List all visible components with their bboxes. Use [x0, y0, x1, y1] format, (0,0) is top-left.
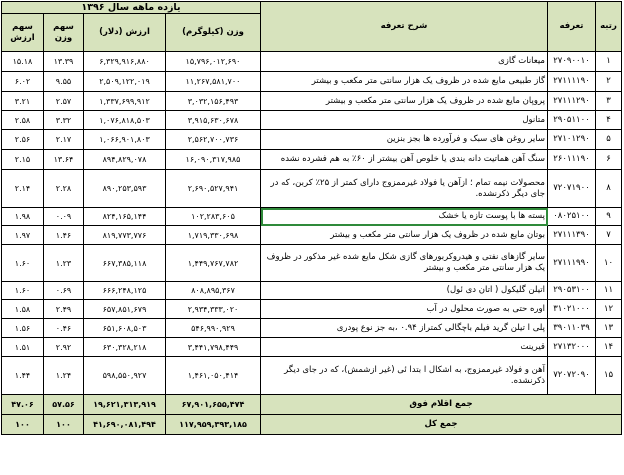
table-row[interactable] — [2, 245, 622, 282]
totals-label: جمع کل — [261, 415, 622, 435]
table-row[interactable] — [2, 357, 622, 395]
value-cell[interactable]: ۸۹۰,۲۵۳,۵۹۳ — [84, 170, 166, 208]
tariff-cell[interactable]: ۲۹۰۵۳۱۰۰ — [548, 282, 596, 300]
tariff-cell[interactable]: ۲۷۱۳۲۰۰۰ — [548, 338, 596, 357]
table-row[interactable] — [2, 72, 622, 92]
value-share-cell[interactable]: ۱.۶۰ — [2, 282, 44, 300]
header-weight-kg: وزن (کیلوگرم) — [166, 14, 261, 52]
description-cell[interactable]: میعانات گازی — [261, 52, 548, 72]
weight-cell[interactable]: ۱۱,۲۶۷,۵۸۱,۷۰۰ — [166, 72, 261, 92]
tariff-cell[interactable]: ۲۹۰۵۱۱۰۰ — [548, 111, 596, 130]
value-share-cell[interactable]: ۳.۲۱ — [2, 92, 44, 111]
weight-cell[interactable]: ۱۶,۰۹۰,۳۱۷,۹۸۵ — [166, 150, 261, 170]
description-cell[interactable]: آهن و فولاد غیرممزوج، به اشکال ا بتدا ئی (غیر ازشمش)، که در جای دیگر ذکرنشده. — [261, 357, 548, 395]
value-share-cell[interactable]: ۲.۵۶ — [2, 130, 44, 150]
table-row[interactable] — [2, 92, 622, 111]
totals-value: ۴۱,۶۹۰,۰۸۱,۴۹۴ — [84, 415, 166, 435]
description-cell[interactable]: پروپان مایع شده در ظروف یک هزار سانتی متر مکعب و بیشتر — [261, 92, 548, 111]
weight-share-cell[interactable]: ۲.۵۷ — [44, 92, 84, 111]
table-row[interactable] — [2, 282, 622, 300]
value-cell[interactable]: ۵۹۸,۵۵۰,۹۲۷ — [84, 357, 166, 395]
value-cell[interactable]: ۸۹۴,۸۲۹,۰۷۸ — [84, 150, 166, 170]
value-cell[interactable]: ۲,۵۰۹,۱۲۲,۰۱۹ — [84, 72, 166, 92]
weight-share-cell[interactable]: ۰.۶۹ — [44, 282, 84, 300]
description-cell[interactable]: محصولات نیمه تمام ؛ ازآهن یا فولاد غیرممزوج دارای کمتر از ۲۵٪ کربن، که در جای دیگر ذکرنشده. — [261, 170, 548, 208]
totals-label: جمع اقلام فوق — [261, 395, 622, 415]
rank-cell[interactable]: ۱۵ — [596, 357, 622, 395]
weight-share-cell[interactable]: ۹.۵۵ — [44, 72, 84, 92]
weight-cell[interactable]: ۳,۹۱۵,۶۳۰,۶۷۸ — [166, 111, 261, 130]
weight-cell[interactable]: ۳,۴۴۱,۷۹۸,۴۴۹ — [166, 338, 261, 357]
description-cell[interactable]: پسته ها با پوست تازه یا خشک — [261, 208, 548, 226]
value-share-cell[interactable]: ۲.۵۸ — [2, 111, 44, 130]
value-share-cell[interactable]: ۱.۵۱ — [2, 338, 44, 357]
tariff-cell[interactable]: ۲۷۱۱۱۲۹۰ — [548, 92, 596, 111]
weight-share-cell[interactable]: ۲.۱۷ — [44, 130, 84, 150]
description-cell[interactable]: اوره حتی به صورت محلول در آب — [261, 300, 548, 319]
tariff-cell[interactable]: ۲۷۰۹۰۰۱۰ — [548, 52, 596, 72]
table-row[interactable] — [2, 208, 622, 226]
value-share-cell[interactable]: ۱۵.۱۸ — [2, 52, 44, 72]
value-cell[interactable]: ۶۳۰,۳۲۸,۲۱۸ — [84, 338, 166, 357]
description-cell[interactable]: بوتان مایع شده در ظروف یک هزار سانتی متر مکعب و بیشتر — [261, 226, 548, 245]
weight-share-cell[interactable]: ۱.۴۶ — [44, 226, 84, 245]
value-share-cell[interactable]: ۲.۱۵ — [2, 150, 44, 170]
tariff-cell[interactable]: ۷۲۰۷۲۰۹۰ — [548, 357, 596, 395]
description-cell[interactable]: سایر روغن های سبک و فرآورده ها بجز بنزین — [261, 130, 548, 150]
weight-cell[interactable]: ۲,۵۶۲,۷۰۰,۷۳۶ — [166, 130, 261, 150]
weight-cell[interactable]: ۳,۰۳۲,۱۵۶,۴۹۳ — [166, 92, 261, 111]
header-rank: رتبه — [596, 2, 622, 52]
weight-share-cell[interactable]: ۲.۹۲ — [44, 338, 84, 357]
table-row[interactable] — [2, 338, 622, 357]
description-cell[interactable]: پلی ا تیلن گرید فیلم باچگالی کمتراز ۰.۹۴ ،به جز نوع پودری — [261, 319, 548, 338]
weight-cell[interactable]: ۱۵,۷۹۶,۰۱۲,۶۹۰ — [166, 52, 261, 72]
header-value-usd: ارزش (دلار) — [84, 14, 166, 52]
rank-cell[interactable]: ۷ — [596, 226, 622, 245]
weight-cell[interactable]: ۲,۹۳۴,۳۳۳,۰۲۰ — [166, 300, 261, 319]
totals-weight: ۱۱۷,۹۵۹,۳۹۳,۱۸۵ — [166, 415, 261, 435]
tariff-cell[interactable]: ۲۷۱۱۱۳۹۰ — [548, 226, 596, 245]
tariff-cell[interactable]: ۲۶۰۱۱۱۹۰ — [548, 150, 596, 170]
value-share-cell[interactable]: ۱.۵۸ — [2, 300, 44, 319]
weight-cell[interactable]: ۸۰۸,۸۹۵,۳۶۷ — [166, 282, 261, 300]
value-cell[interactable]: ۶۶۷,۳۸۵,۱۱۸ — [84, 245, 166, 282]
rank-cell[interactable]: ۲ — [596, 72, 622, 92]
table-row[interactable] — [2, 226, 622, 245]
table-row[interactable] — [2, 150, 622, 170]
tariff-cell[interactable]: ۰۸۰۲۵۱۰۰ — [548, 208, 596, 226]
rank-cell[interactable]: ۱۳ — [596, 319, 622, 338]
tariff-cell[interactable]: ۷۲۰۷۱۹۰۰ — [548, 170, 596, 208]
rank-cell[interactable]: ۳ — [596, 92, 622, 111]
header-period: یازده ماهه سال ۱۳۹۶ — [2, 2, 261, 14]
rank-cell[interactable]: ۸ — [596, 170, 622, 208]
header-tariff: تعرفه — [548, 2, 596, 52]
export-table — [1, 1, 622, 435]
tariff-cell[interactable]: ۳۱۰۲۱۰۰۰ — [548, 300, 596, 319]
value-cell[interactable]: ۸۱۹,۷۷۳,۷۷۶ — [84, 226, 166, 245]
description-cell[interactable]: قیرینت — [261, 338, 548, 357]
description-cell[interactable]: سنگ آهن هماتیت دانه بندی یا خلوص آهن بیشتر از ۶۰٪ به هم فشرده نشده — [261, 150, 548, 170]
header-weight-share: سهم وزن — [44, 14, 84, 52]
value-share-cell[interactable]: ۱.۹۷ — [2, 226, 44, 245]
weight-share-cell[interactable]: ۰.۴۶ — [44, 319, 84, 338]
weight-cell[interactable]: ۱۰۲,۲۸۳,۶۰۵ — [166, 208, 261, 226]
tariff-cell[interactable]: ۲۷۱۱۱۱۹۰ — [548, 72, 596, 92]
table-row[interactable] — [2, 319, 622, 338]
totals-value-share: ۱۰۰ — [2, 415, 44, 435]
value-share-cell[interactable]: ۱.۹۸ — [2, 208, 44, 226]
table-row[interactable] — [2, 52, 622, 72]
totals-row — [2, 415, 622, 435]
value-cell[interactable]: ۶,۳۲۹,۹۱۶,۸۸۰ — [84, 52, 166, 72]
weight-cell[interactable]: ۲,۶۹۰,۵۲۷,۹۴۱ — [166, 170, 261, 208]
rank-cell[interactable]: ۶ — [596, 150, 622, 170]
tariff-cell[interactable]: ۲۷۱۱۱۹۹۰ — [548, 245, 596, 282]
description-cell[interactable]: گاز طبیعی مایع شده در ظروف یک هزار سانتی متر مکعب و بیشتر — [261, 72, 548, 92]
totals-value: ۱۹,۶۲۱,۳۱۳,۹۱۹ — [84, 395, 166, 415]
value-share-cell[interactable]: ۱.۵۶ — [2, 319, 44, 338]
weight-cell[interactable]: ۱,۴۶۱,۰۵۰,۴۱۴ — [166, 357, 261, 395]
rank-cell[interactable]: ۱۱ — [596, 282, 622, 300]
table-row[interactable] — [2, 170, 622, 208]
description-cell[interactable]: سایر گازهای نفتی و هیدروکربورهای گازی شکل مایع شده غیر مذکور در ظروف یک هزار سانتی متر مکعب و بیشتر — [261, 245, 548, 282]
table-row[interactable] — [2, 300, 622, 319]
value-share-cell[interactable]: ۲.۱۴ — [2, 170, 44, 208]
value-cell[interactable]: ۱,۰۶۶,۹۰۱,۸۰۳ — [84, 130, 166, 150]
weight-share-cell[interactable]: ۰.۰۹ — [44, 208, 84, 226]
rank-cell[interactable]: ۱ — [596, 52, 622, 72]
table-row[interactable] — [2, 111, 622, 130]
rank-cell[interactable]: ۴ — [596, 111, 622, 130]
description-cell[interactable]: متانول — [261, 111, 548, 130]
description-cell[interactable]: اتیلن گلیکول ( اتان دی ئول) — [261, 282, 548, 300]
value-cell[interactable]: ۸۲۴,۱۶۵,۱۴۴ — [84, 208, 166, 226]
header-description: شرح تعرفه — [261, 2, 548, 52]
value-share-cell[interactable]: ۱.۶۰ — [2, 245, 44, 282]
weight-cell[interactable]: ۵۴۶,۹۹۰,۹۲۹ — [166, 319, 261, 338]
rank-cell[interactable]: ۱۰ — [596, 245, 622, 282]
weight-share-cell[interactable]: ۳.۳۲ — [44, 111, 84, 130]
weight-share-cell[interactable]: ۱.۲۳ — [44, 245, 84, 282]
weight-share-cell[interactable]: ۲.۲۸ — [44, 170, 84, 208]
value-cell[interactable]: ۶۵۷,۸۵۱,۶۷۹ — [84, 300, 166, 319]
value-cell[interactable]: ۱,۰۷۶,۸۱۸,۵۰۳ — [84, 111, 166, 130]
rank-cell[interactable]: ۱۲ — [596, 300, 622, 319]
header-value-share: سهم ارزش — [2, 14, 44, 52]
value-cell[interactable]: ۶۵۱,۶۰۸,۵۰۳ — [84, 319, 166, 338]
weight-share-cell[interactable]: ۱۳.۳۹ — [44, 52, 84, 72]
totals-value-share: ۴۷.۰۶ — [2, 395, 44, 415]
totals-weight-share: ۱۰۰ — [44, 415, 84, 435]
totals-weight-share: ۵۷.۵۶ — [44, 395, 84, 415]
rank-cell[interactable]: ۵ — [596, 130, 622, 150]
rank-cell[interactable]: ۹ — [596, 208, 622, 226]
weight-cell[interactable]: ۱,۴۴۹,۷۶۷,۷۸۲ — [166, 245, 261, 282]
weight-cell[interactable]: ۱,۷۱۹,۳۳۰,۶۹۸ — [166, 226, 261, 245]
totals-row — [2, 395, 622, 415]
value-cell[interactable]: ۶۶۶,۲۴۸,۱۲۵ — [84, 282, 166, 300]
table-row[interactable] — [2, 130, 622, 150]
value-share-cell[interactable]: ۶.۰۲ — [2, 72, 44, 92]
tariff-cell[interactable]: ۲۷۱۰۱۲۹۰ — [548, 130, 596, 150]
rank-cell[interactable]: ۱۴ — [596, 338, 622, 357]
tariff-cell[interactable]: ۳۹۰۱۱۰۳۹ — [548, 319, 596, 338]
weight-share-cell[interactable]: ۲.۴۹ — [44, 300, 84, 319]
value-share-cell[interactable]: ۱.۴۴ — [2, 357, 44, 395]
weight-share-cell[interactable]: ۱.۲۴ — [44, 357, 84, 395]
weight-share-cell[interactable]: ۱۳.۶۴ — [44, 150, 84, 170]
value-cell[interactable]: ۱,۳۳۷,۶۹۹,۹۱۲ — [84, 92, 166, 111]
totals-weight: ۶۷,۹۰۱,۶۵۵,۴۷۴ — [166, 395, 261, 415]
